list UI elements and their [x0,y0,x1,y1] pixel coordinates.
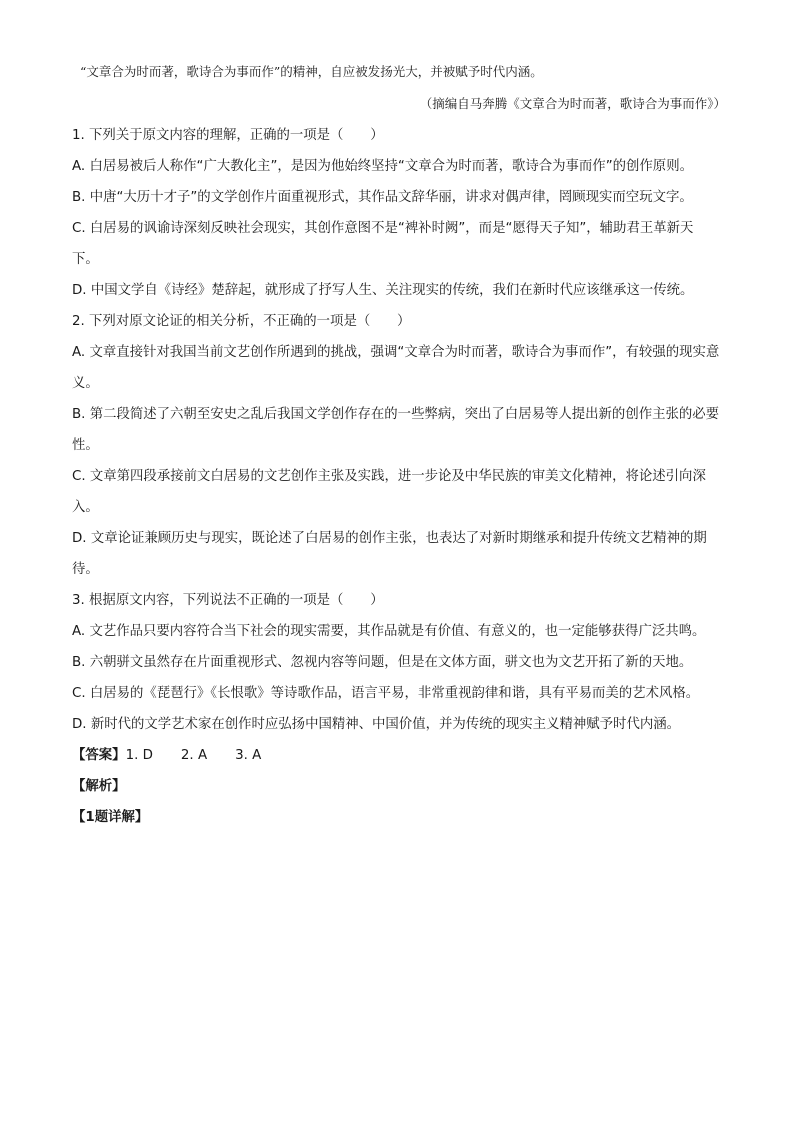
option-c: C. 文章第四段承接前文白居易的文艺创作主张及实践，进一步论及中华民族的审美文化精神，将论述引向深入。 [72,469,706,515]
question-1 [72,120,720,306]
analysis-label: 【解析】 [72,779,126,794]
answer-1: 1. D [125,748,153,763]
question-2 [72,306,720,585]
answer-3: 3. A [235,748,262,763]
option-d: D. 新时代的文学艺术家在创作时应弘扬中国精神、中国价值，并为传统的现实主义精神赋予时代内涵。 [72,717,681,732]
answer-label: 【答案】 [72,748,126,763]
option-c: C. 白居易的讽谕诗深刻反映社会现实，其创作意图不是“裨补时阙”，而是“愿得天子知”，辅助君王革新天下。 [72,221,694,267]
option-b: B. 中唐“大历十才子”的文学创作片面重视形式，其作品文辞华丽，讲求对偶声律，罔顾现实而空玩文字。 [72,190,693,205]
question-stem: 1. 下列关于原文内容的理解，正确的一项是（ ） [72,128,384,143]
option-b: B. 六朝骈文虽然存在片面重视形式、忽视内容等问题，但是在文体方面，骈文也为文艺开拓了新的天地。 [72,655,693,670]
option-a: A. 文艺作品只要内容符合当下社会的现实需要，其作品就是有价值、有意义的，也一定能够获得广泛共鸣。 [72,624,706,639]
option-c: C. 白居易的《琵琶行》《长恨歌》等诗歌作品，语言平易，非常重视韵律和谐，具有平易而美的艺术风格。 [72,686,700,701]
source-citation: （摘编自马奔腾《文章合为时而著，歌诗合为事而作》） [419,96,726,111]
question-3 [72,585,720,740]
option-d: D. 文章论证兼顾历史与现实，既论述了白居易的创作主张，也表达了对新时期继承和提升传统文艺精神的期待。 [72,531,707,577]
option-d: D. 中国文学自《诗经》楚辞起，就形成了抒写人生、关注现实的传统，我们在新时代应该继承这一传统。 [72,283,694,298]
question-stem: 3. 根据原文内容，下列说法不正确的一项是（ ） [72,593,384,608]
answer-row [72,740,720,771]
question-stem: 2. 下列对原文论证的相关分析，不正确的一项是（ ） [72,314,411,329]
detail-label: 【1题详解】 [72,810,149,825]
intro-paragraph: “文章合为时而著，歌诗合为事而作”的精神，自应被发扬光大，并被赋予时代内涵。 [80,64,543,79]
answer-2: 2. A [180,748,208,763]
option-a: A. 白居易被后人称作“广大教化主”，是因为他始终坚持“文章合为时而著，歌诗合为事而作”的创作原则。 [72,159,693,174]
option-b: B. 第二段简述了六朝至安史之乱后我国文学创作存在的一些弊病，突出了白居易等人提出新的创作主张的必要性。 [72,407,720,453]
option-a: A. 文章直接针对我国当前文艺创作所遇到的挑战，强调“文章合为时而著，歌诗合为事而作”，有较强的现实意义。 [72,345,720,391]
